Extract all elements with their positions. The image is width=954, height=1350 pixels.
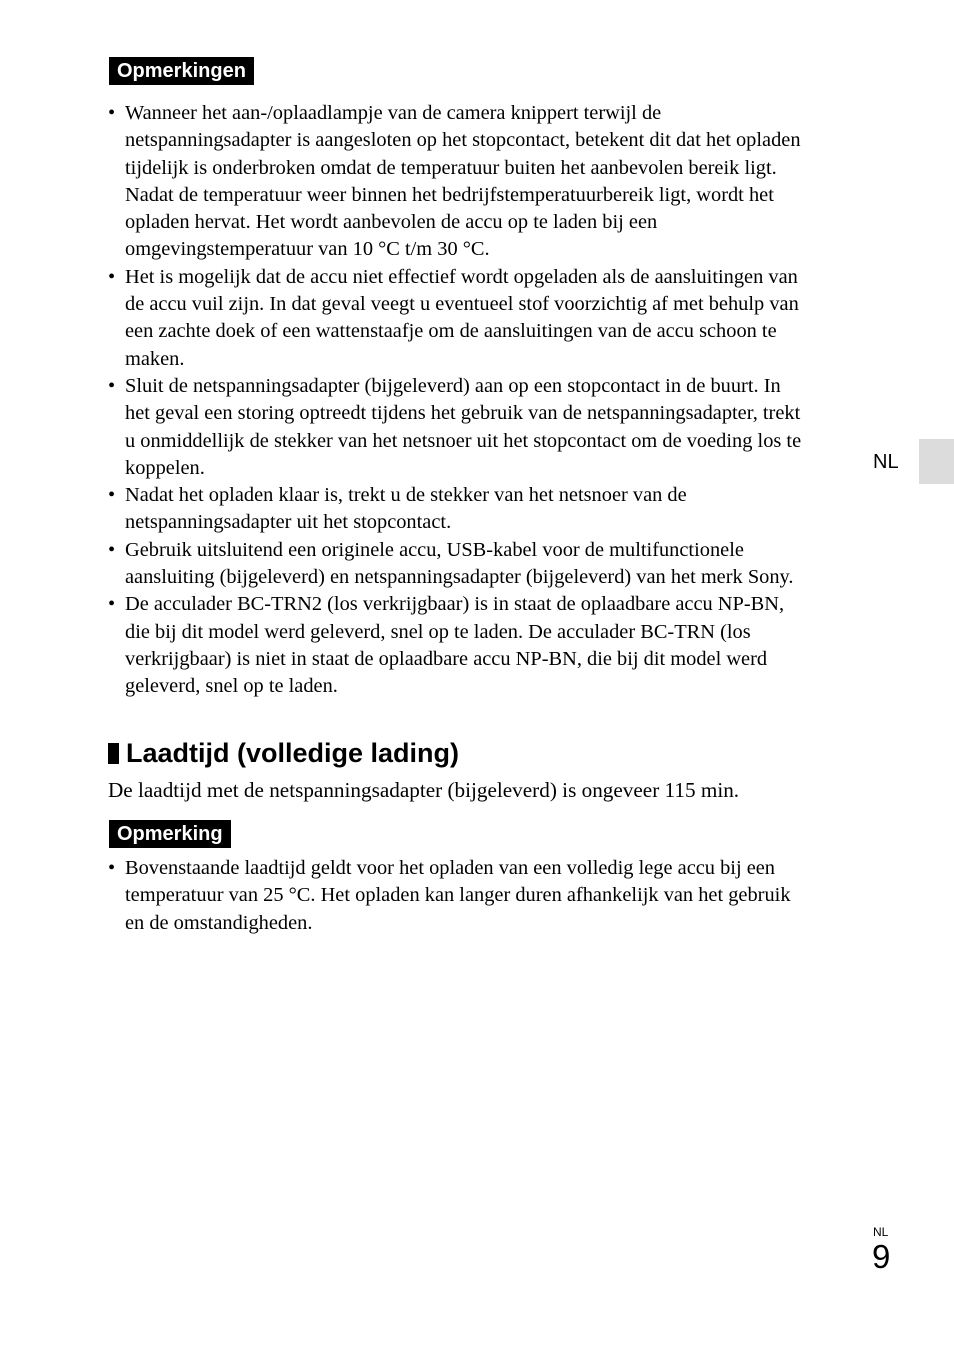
- bullet-icon: •: [108, 374, 116, 397]
- bullet-icon: •: [108, 484, 116, 507]
- list-item: [108, 591, 868, 700]
- list-item: [108, 100, 868, 264]
- notes-label: Opmerkingen: [109, 57, 254, 85]
- list-item-line: Het is mogelijk dat de accu niet effectief wordt opgeladen als de aansluitingen van: [125, 265, 798, 288]
- list-item-line: en de omstandigheden.: [125, 911, 313, 934]
- list-item-line: aansluiting (bijgeleverd) en netspanningsadapter (bijgeleverd) van het merk Sony.: [125, 566, 794, 589]
- list-item: [108, 264, 868, 373]
- section-heading-text: Laadtijd (volledige lading): [126, 738, 460, 768]
- note-label: Opmerking: [109, 820, 231, 848]
- notes-list: [108, 100, 868, 701]
- list-item-line: tijdelijk is onderbroken omdat de temperatuur buiten het aanbevolen bereik ligt.: [125, 156, 777, 179]
- list-item-line: De acculader BC-TRN2 (los verkrijgbaar) is in staat de oplaadbare accu NP-BN,: [125, 593, 785, 616]
- list-item-line: verkrijgbaar) is niet in staat de oplaadbare accu NP-BN, die bij dit model werd: [125, 647, 768, 670]
- heading-marker-icon: [108, 743, 119, 764]
- page-number: 9: [872, 1238, 891, 1275]
- side-language-label: NL: [873, 451, 899, 473]
- list-item-line: het geval een storing optreedt tijdens het gebruik van de netspanningsadapter, trekt: [125, 402, 801, 425]
- bullet-icon: •: [108, 102, 116, 124]
- charge-time-intro: De laadtijd met de netspanningsadapter (bijgeleverd) is ongeveer 115 min.: [108, 778, 740, 802]
- list-item: [108, 373, 868, 482]
- list-item-line: de accu vuil zijn. In dat geval veegt u eventueel stof voorzichtig af met behulp van: [125, 293, 799, 316]
- list-item-line: koppelen.: [125, 456, 205, 479]
- bullet-icon: •: [108, 265, 116, 288]
- list-item-line: u onmiddellijk de stekker van het netsnoer uit het stopcontact om de voeding los te: [125, 429, 802, 452]
- section-heading: [108, 736, 459, 770]
- bullet-icon: •: [108, 538, 116, 561]
- list-item-line: Sluit de netspanningsadapter (bijgeleverd) aan op een stopcontact in de buurt. In: [125, 374, 781, 397]
- list-item-line: netspanningsadapter is aangesloten op het stopcontact, betekent dit dat het opladen: [125, 129, 801, 152]
- list-item-line: opladen hervat. Het wordt aanbevolen de accu op te laden bij een: [125, 211, 658, 234]
- list-item: [108, 855, 868, 937]
- list-item-line: die bij dit model werd geleverd, snel op te laden. De acculader BC-TRN (los: [125, 620, 751, 643]
- list-item-line: Nadat het opladen klaar is, trekt u de stekker van het netsnoer van de: [125, 484, 687, 507]
- list-item: [108, 537, 868, 592]
- footer-language-label: NL: [873, 1225, 889, 1239]
- bullet-icon: •: [108, 593, 116, 616]
- list-item-line: een zachte doek of een wattenstaafje om de aansluitingen van de accu schoon te: [125, 320, 777, 343]
- charge-notes-list: [108, 855, 868, 937]
- list-item-line: Bovenstaande laadtijd geldt voor het opladen van een volledig lege accu bij een: [125, 857, 776, 879]
- list-item-line: maken.: [125, 347, 185, 370]
- list-item-line: temperatuur van 25 °C. Het opladen kan langer duren afhankelijk van het gebruik: [125, 884, 791, 907]
- list-item: [108, 482, 868, 537]
- list-item-line: Wanneer het aan-/oplaadlampje van de camera knippert terwijl de: [125, 102, 662, 124]
- bullet-icon: •: [108, 857, 116, 879]
- list-item-line: omgevingstemperatuur van 10 °C t/m 30 °C.: [125, 238, 490, 261]
- language-side-tab: [919, 439, 954, 484]
- list-item-line: geleverd, snel op te laden.: [125, 675, 338, 698]
- list-item-line: netspanningsadapter uit het stopcontact.: [125, 511, 452, 534]
- list-item-line: Gebruik uitsluitend een originele accu, USB-kabel voor de multifunctionele: [125, 538, 744, 561]
- list-item-line: Nadat de temperatuur weer binnen het bedrijfstemperatuurbereik ligt, wordt het: [125, 183, 774, 206]
